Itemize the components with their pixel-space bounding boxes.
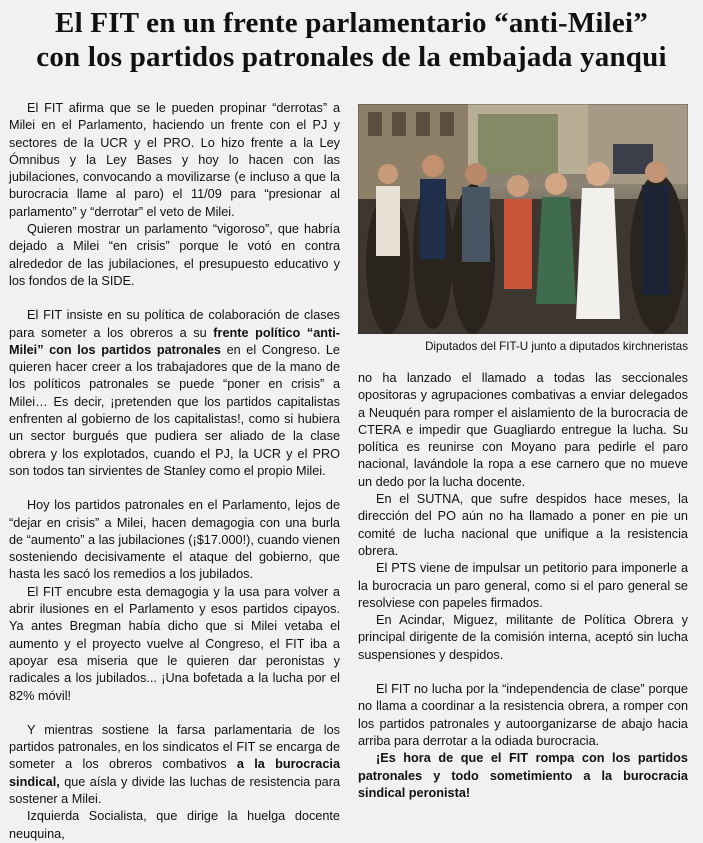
paragraph: El FIT insiste en su política de colaboración de clases para someter a los obreros a su frente político “anti-Milei” con los partidos patronales en el Congreso. Le quieren hacer creer a los trabajadores que de la mano de los políticos patronales se puede “poner en crisis” a Milei… Es decir, ¡pretenden que los partidos capitalistas enfrenten al gobierno de los capitalistas!, como si hubiera un sector burgués que pudiera ser aliado de la clase obrera y los explotados, cuando el PJ, la UCR y el PRO son todos tan sirvientes de Stanley como el propio Milei.: [9, 308, 340, 478]
photo-caption: Diputados del FIT-U junto a diputados kirchneristas: [425, 340, 688, 353]
paragraph: Hoy los partidos patronales en el Parlamento, lejos de “dejar en crisis” a Milei, hacen demagogia con una burla de “aumento” a las jubilaciones (¡$17.000!), cuando vienen sosteniendo decisivamente el ataque del gobierno, que hasta les sacó los remedios a los jubilados.: [9, 498, 340, 582]
paragraph: El PTS viene de impulsar un petitorio para imponerle a la burocracia un paro general, como si el paro general se resolviese con papeles firmados.: [358, 561, 688, 610]
paragraph: Quieren mostrar un parlamento “vigoroso”, que habría dejado a Milei “en crisis” porque le votó en contra alrededor de las jubilaciones, el presupuesto educativo y los fondos de la SIDE.: [9, 222, 340, 288]
right-column: [358, 370, 688, 802]
paragraph: Y mientras sostiene la farsa parlamentaria de los partidos patronales, en los sindicatos el FIT se encarga de someter a los obreros combativos a la burocracia sindical, que aísla y divide las luchas de resistencia para sostener a Milei.: [9, 722, 340, 806]
paragraph: Izquierda Socialista, que dirige la huelga docente neuquina,: [9, 809, 340, 841]
paragraph: El FIT no lucha por la “independencia de clase” porque no llama a coordinar a la resistencia obrera, a romper con los partidos patronales y autoorganizarse de abajo hacia arriba para derrotar a la odiada burocracia.: [358, 682, 688, 748]
paragraph: En el SUTNA, que sufre despidos hace meses, la dirección del PO aún no ha llamado a poner en pie un comité de lucha nacional que unifique a la resistencia obrera.: [358, 492, 688, 558]
headline-line-2: con los partidos patronales de la embajada yanqui: [36, 41, 667, 73]
headline: [0, 6, 703, 74]
protest-march-photo: [358, 104, 688, 334]
paragraph: [358, 750, 688, 802]
paragraph: En Acindar, Miguez, militante de Política Obrera y principal dirigente de la comisión interna, aceptó sin lucha suspensiones y despidos.: [358, 613, 688, 662]
headline-line-1: El FIT en un frente parlamentario “anti-Milei”: [55, 7, 648, 39]
bold-phrase: frente político “anti-Milei” con los partidos patronales: [9, 325, 340, 357]
paragraph: El FIT afirma que se le pueden propinar “derrotas” a Milei en el Parlamento, haciendo un frente con el PJ y sectores de la UCR y el PRO. Lo hizo frente a la Ley Ómnibus y la Ley Bases y hoy lo hacen con las jubilaciones, convocando a movilizarse (e incluso a que la burocracia llame al paro) el 11/09 para “presionar al parlamento” y “derrotar” el veto de Milei.: [9, 101, 340, 219]
news-photo: [358, 104, 688, 334]
paragraph: no ha lanzado el llamado a todas las seccionales opositoras y agrupaciones combativas a enviar delegados a Neuquén para romper el aislamiento de la burocracia de CTERA e impedir que Guagliardo entregue la lucha. Su política es reunirse con Moyano para pedirle el paro nacional, lavándole la ropa a ese carnero que no mueve un dedo por la lucha docente.: [358, 371, 688, 489]
closing-slogan: ¡Es hora de que el FIT rompa con los partidos patronales y todo sometimiento a la burocracia sindical peronista!: [358, 751, 688, 800]
bold-phrase: a la burocracia sindical,: [9, 757, 340, 789]
left-column: [9, 100, 340, 843]
paragraph: El FIT encubre esta demagogia y la usa para volver a abrir ilusiones en el Parlamento y esos partidos cipayos. Ya antes Bregman había dicho que si Milei vetaba el aumento y el proyecto vuelve al Congreso, el FIT iba a apoyar esa miseria que le quieren dar peronistas y radicales a los jubilados... ¡Una bofetada a la lucha por el 82% móvil!: [9, 584, 340, 703]
